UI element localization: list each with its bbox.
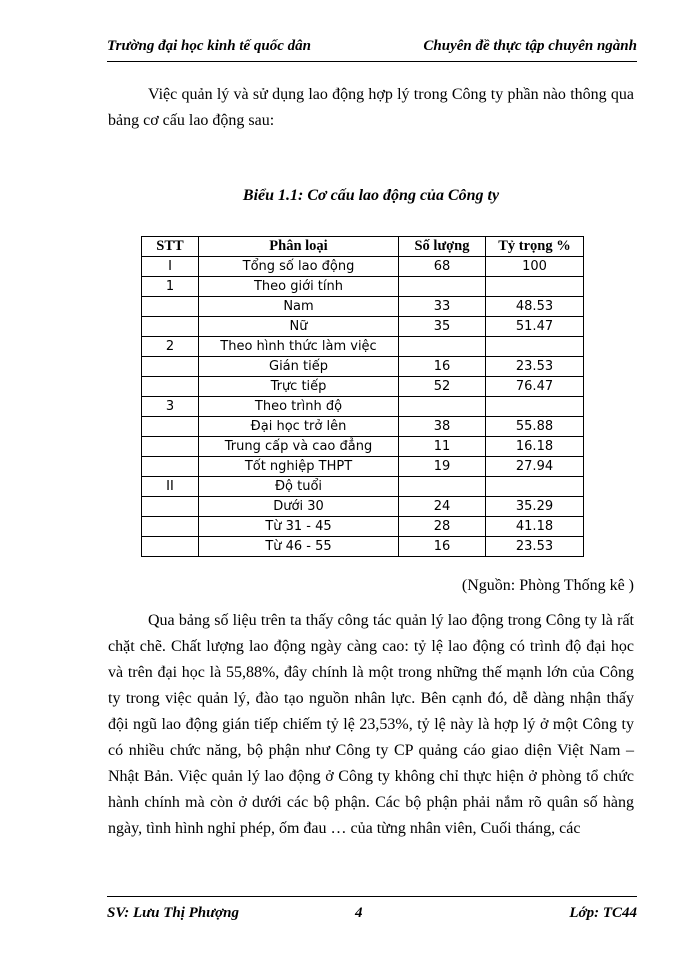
cell-category: Theo giới tính	[199, 277, 399, 297]
cell-stt: 1	[142, 277, 199, 297]
cell-stt	[142, 317, 199, 337]
table-row	[142, 377, 584, 397]
footer-rule	[107, 896, 637, 897]
table-row	[142, 257, 584, 277]
cell-category: Trực tiếp	[199, 377, 399, 397]
cell-stt	[142, 457, 199, 477]
cell-quantity: 11	[399, 437, 486, 457]
cell-ratio: 35.29	[486, 497, 584, 517]
cell-category: Đại học trở lên	[199, 417, 399, 437]
table-row	[142, 397, 584, 417]
table-row	[142, 497, 584, 517]
cell-stt	[142, 437, 199, 457]
header-category: Phân loại	[199, 237, 399, 257]
cell-ratio: 23.53	[486, 357, 584, 377]
cell-stt	[142, 497, 199, 517]
table-row	[142, 537, 584, 557]
cell-quantity: 35	[399, 317, 486, 337]
cell-stt: 2	[142, 337, 199, 357]
footer-student: SV: Lưu Thị Phượng	[107, 905, 240, 921]
table-row	[142, 277, 584, 297]
cell-stt	[142, 297, 199, 317]
cell-category: Nam	[199, 297, 399, 317]
cell-ratio: 55.88	[486, 417, 584, 437]
cell-quantity: 16	[399, 357, 486, 377]
cell-stt	[142, 357, 199, 377]
cell-stt: II	[142, 477, 199, 497]
cell-quantity: 16	[399, 537, 486, 557]
table-row	[142, 437, 584, 457]
page-header	[107, 38, 637, 60]
cell-ratio	[486, 277, 584, 297]
table-row	[142, 517, 584, 537]
cell-ratio: 51.47	[486, 317, 584, 337]
cell-stt	[142, 517, 199, 537]
header-stt: STT	[142, 237, 199, 257]
cell-quantity	[399, 477, 486, 497]
table-row	[142, 457, 584, 477]
cell-category: Từ 31 - 45	[199, 517, 399, 537]
cell-category: Từ 46 - 55	[199, 537, 399, 557]
cell-stt	[142, 377, 199, 397]
table-row	[142, 297, 584, 317]
cell-quantity	[399, 277, 486, 297]
cell-category: Tốt nghiệp THPT	[199, 457, 399, 477]
cell-quantity: 19	[399, 457, 486, 477]
cell-quantity: 38	[399, 417, 486, 437]
cell-ratio	[486, 477, 584, 497]
cell-category: Dưới 30	[199, 497, 399, 517]
cell-category: Theo trình độ	[199, 397, 399, 417]
cell-ratio: 16.18	[486, 437, 584, 457]
header-quantity: Số lượng	[399, 237, 486, 257]
cell-ratio	[486, 337, 584, 357]
cell-ratio: 48.53	[486, 297, 584, 317]
intro-text: Việc quản lý và sử dụng lao động hợp lý trong Công ty phần nào thông qua bảng cơ cấu lao động sau:	[108, 86, 634, 129]
body-text: Qua bảng số liệu trên ta thấy công tác quản lý lao động trong Công ty là rất chặt chẽ. Chất lượng lao động ngày càng cao: tỷ lệ lao động có trình độ đại học và trên đại học là 55,88%, đây chính là một trong những thế mạnh lớn của Công ty trong việc quản lý, đào tạo nguồn nhân lực. Bên cạnh đó, dễ dàng nhận thấy đội ngũ lao động gián tiếp chiếm tỷ lệ 23,53%, tỷ lệ này là hợp lý ở một Công ty có nhiều chức năng, bộ phận như Công ty CP quảng cáo giao diện Việt Nam – Nhật Bản. Việc quản lý lao động ở Công ty không chỉ thực hiện ở phòng tổ chức hành chính mà còn ở dưới các bộ phận. Các bộ phận phải nắm rõ quân số hàng ngày, tình hình nghỉ phép, ốm đau … của từng nhân viên, Cuối tháng, các	[108, 612, 634, 837]
cell-category: Gián tiếp	[199, 357, 399, 377]
cell-ratio: 27.94	[486, 457, 584, 477]
table-row	[142, 317, 584, 337]
header-school: Trường đại học kinh tế quốc dân	[107, 38, 312, 54]
cell-ratio	[486, 397, 584, 417]
cell-ratio: 76.47	[486, 377, 584, 397]
cell-category: Nữ	[199, 317, 399, 337]
cell-category: Theo hình thức làm việc	[199, 337, 399, 357]
cell-category: Trung cấp và cao đẳng	[199, 437, 399, 457]
source-note: (Nguồn: Phòng Thống kê )	[461, 577, 634, 594]
cell-stt	[142, 537, 199, 557]
cell-quantity: 28	[399, 517, 486, 537]
header-ratio: Tỷ trọng %	[486, 237, 584, 257]
footer-class: Lớp: TC44	[569, 905, 637, 921]
cell-quantity	[399, 337, 486, 357]
cell-stt	[142, 417, 199, 437]
page-number: 4	[355, 905, 363, 921]
cell-stt: I	[142, 257, 199, 277]
cell-stt: 3	[142, 397, 199, 417]
cell-quantity: 52	[399, 377, 486, 397]
cell-ratio: 100	[486, 257, 584, 277]
page-footer	[107, 905, 637, 927]
cell-ratio: 41.18	[486, 517, 584, 537]
table-row	[142, 477, 584, 497]
cell-category: Độ tuổi	[199, 477, 399, 497]
table-row	[142, 337, 584, 357]
labor-structure-table	[141, 236, 584, 557]
table-row	[142, 417, 584, 437]
cell-quantity: 68	[399, 257, 486, 277]
cell-quantity: 24	[399, 497, 486, 517]
cell-category: Tổng số lao động	[199, 257, 399, 277]
intro-paragraph	[108, 82, 634, 134]
table-header-row	[142, 237, 584, 257]
header-title: Chuyên đề thực tập chuyên ngành	[423, 38, 637, 54]
header-rule	[107, 61, 637, 62]
cell-quantity	[399, 397, 486, 417]
table-caption: Biểu 1.1: Cơ cấu lao động của Công ty	[242, 187, 500, 204]
cell-ratio: 23.53	[486, 537, 584, 557]
body-paragraph	[108, 608, 634, 842]
table-row	[142, 357, 584, 377]
cell-quantity: 33	[399, 297, 486, 317]
